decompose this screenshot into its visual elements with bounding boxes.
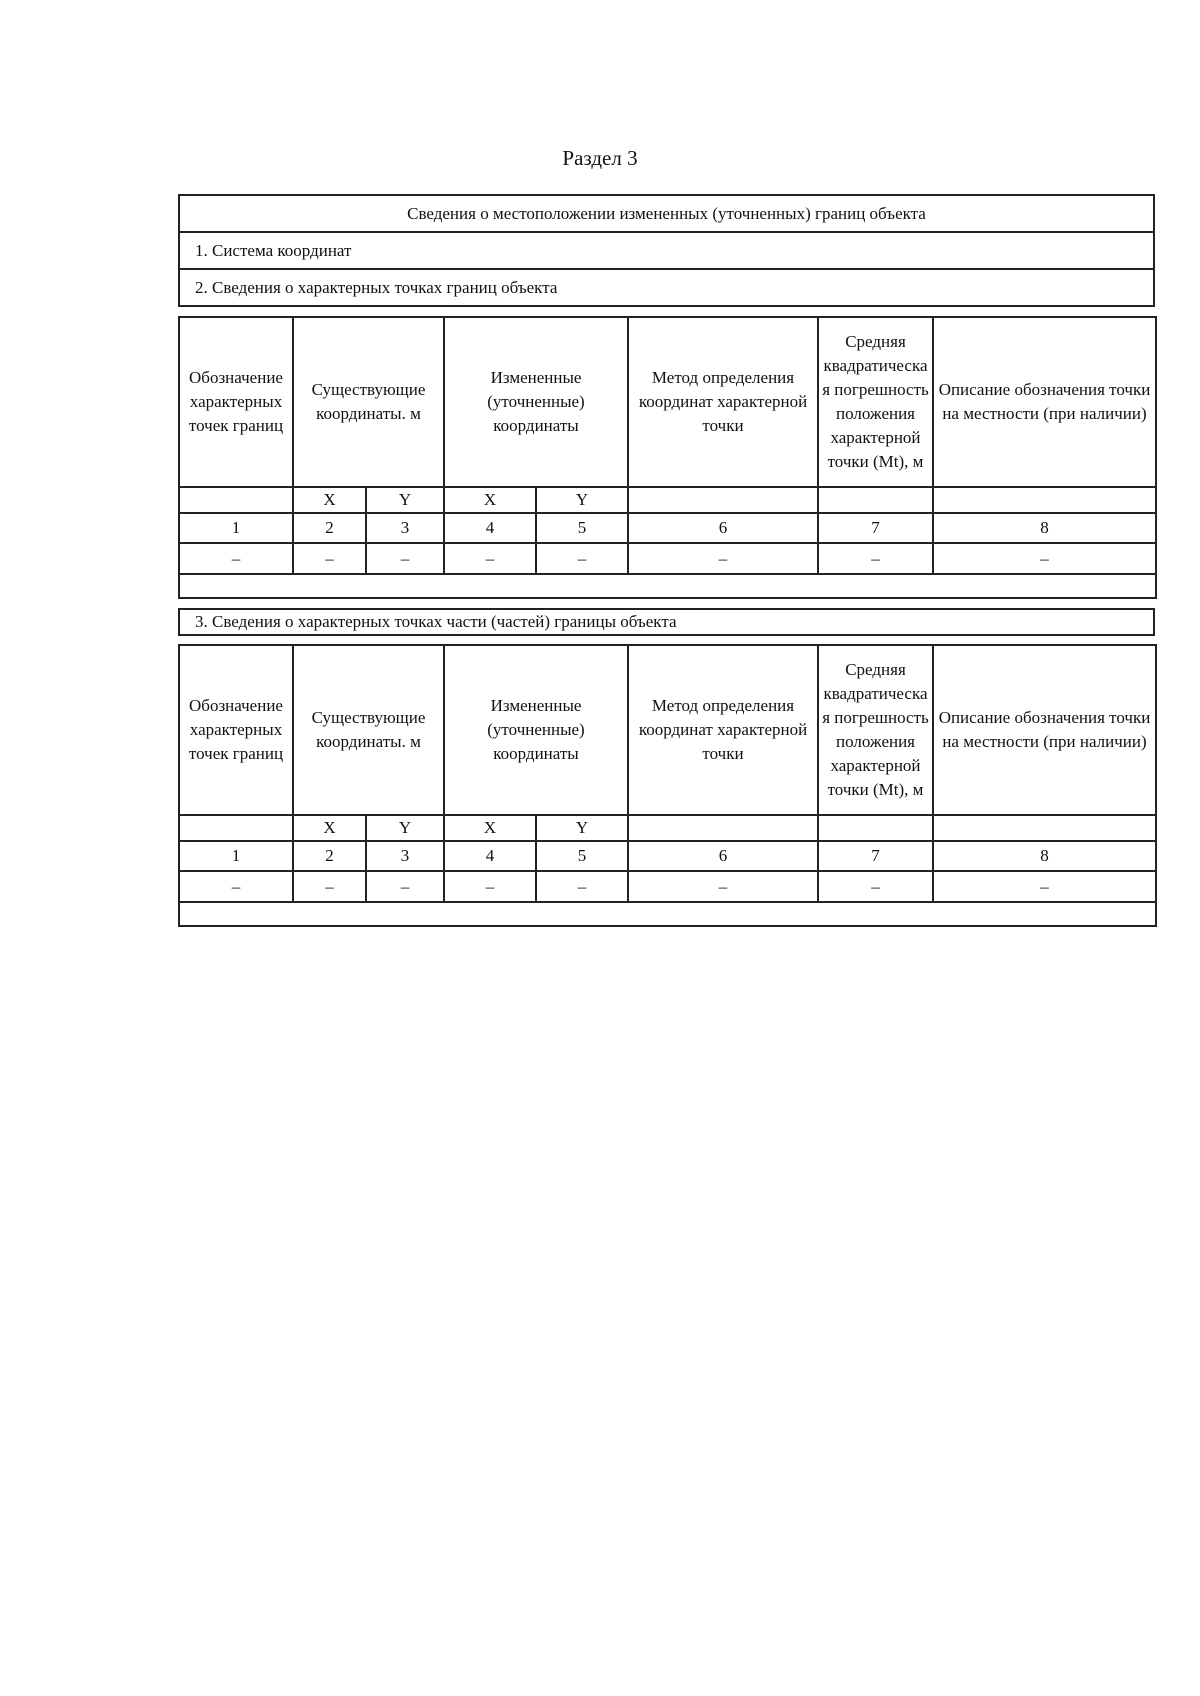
column-number: 2 — [293, 513, 366, 543]
info-table — [178, 194, 1155, 307]
axis-existing-x: X — [293, 487, 366, 513]
header-existing-coordinates: Существующие координаты. м — [293, 645, 444, 815]
column-number: 4 — [444, 841, 536, 871]
header-changed-coordinates: Измененные (уточненные) координаты — [444, 317, 628, 487]
info-table-block — [178, 194, 1155, 307]
column-number: 5 — [536, 513, 628, 543]
part-boundary-points-table-block — [178, 644, 1155, 927]
column-number: 1 — [179, 513, 293, 543]
axis-changed-x: X — [444, 487, 536, 513]
empty-cell — [179, 902, 1156, 926]
axis-changed-y: Y — [536, 487, 628, 513]
axis-empty — [628, 815, 818, 841]
column-number-row — [179, 513, 1156, 543]
page-title: Раздел 3 — [562, 146, 638, 170]
part-boundary-label-block — [178, 608, 1155, 636]
column-number: 6 — [628, 513, 818, 543]
header-method: Метод определения координат характерной точки — [628, 317, 818, 487]
dash-cell: – — [536, 543, 628, 574]
dash-cell: – — [818, 543, 933, 574]
column-number: 8 — [933, 513, 1156, 543]
dash-cell: – — [628, 871, 818, 902]
header-changed-coordinates: Измененные (уточненные) координаты — [444, 645, 628, 815]
column-number: 6 — [628, 841, 818, 871]
axis-changed-x: X — [444, 815, 536, 841]
axis-row — [179, 487, 1156, 513]
axis-row — [179, 815, 1156, 841]
axis-existing-y: Y — [366, 487, 444, 513]
dash-cell: – — [444, 871, 536, 902]
boundary-points-table — [178, 316, 1157, 599]
axis-empty — [179, 815, 293, 841]
axis-empty — [818, 487, 933, 513]
header-method: Метод определения координат характерной точки — [628, 645, 818, 815]
header-designation: Обозначение характерных точек границ — [179, 645, 293, 815]
column-number: 3 — [366, 513, 444, 543]
header-error: Средняя квадратическая погрешность положения характерной точки (Mt), м — [818, 645, 933, 815]
axis-empty — [933, 487, 1156, 513]
axis-empty — [818, 815, 933, 841]
dash-cell: – — [444, 543, 536, 574]
axis-changed-y: Y — [536, 815, 628, 841]
axis-empty — [628, 487, 818, 513]
header-error: Средняя квадратическая погрешность положения характерной точки (Mt), м — [818, 317, 933, 487]
info-item-row — [179, 232, 1154, 269]
axis-empty — [179, 487, 293, 513]
dash-cell: – — [933, 543, 1156, 574]
info-item-row — [179, 269, 1154, 306]
part-boundary-label: 3. Сведения о характерных точках части (частей) границы объекта — [179, 609, 1154, 635]
dash-cell: – — [293, 871, 366, 902]
column-number: 7 — [818, 841, 933, 871]
axis-existing-y: Y — [366, 815, 444, 841]
column-number: 7 — [818, 513, 933, 543]
dash-cell: – — [366, 871, 444, 902]
info-title: Сведения о местоположении измененных (уточненных) границ объекта — [179, 195, 1154, 232]
header-designation: Обозначение характерных точек границ — [179, 317, 293, 487]
part-boundary-points-table — [178, 644, 1157, 927]
column-number: 4 — [444, 513, 536, 543]
dash-cell: – — [628, 543, 818, 574]
axis-empty — [933, 815, 1156, 841]
header-row — [179, 645, 1156, 815]
empty-cell — [179, 574, 1156, 598]
dash-cell: – — [366, 543, 444, 574]
table-row — [179, 871, 1156, 902]
header-row — [179, 317, 1156, 487]
info-title-row — [179, 195, 1154, 232]
dash-cell: – — [293, 543, 366, 574]
header-description: Описание обозначения точки на местности (при наличии) — [933, 645, 1156, 815]
dash-cell: – — [933, 871, 1156, 902]
dash-cell: – — [179, 543, 293, 574]
separator-row — [179, 609, 1154, 635]
column-number: 2 — [293, 841, 366, 871]
boundary-points-label: 2. Сведения о характерных точках границ объекта — [179, 269, 1154, 306]
header-description: Описание обозначения точки на местности (при наличии) — [933, 317, 1156, 487]
column-number: 1 — [179, 841, 293, 871]
dash-cell: – — [818, 871, 933, 902]
boundary-points-table-block — [178, 316, 1155, 599]
empty-row — [179, 902, 1156, 926]
empty-row — [179, 574, 1156, 598]
column-number: 8 — [933, 841, 1156, 871]
column-number-row — [179, 841, 1156, 871]
column-number: 3 — [366, 841, 444, 871]
coordinate-system-label: 1. Система координат — [179, 232, 1154, 269]
table-row — [179, 543, 1156, 574]
column-number: 5 — [536, 841, 628, 871]
axis-existing-x: X — [293, 815, 366, 841]
dash-cell: – — [536, 871, 628, 902]
dash-cell: – — [179, 871, 293, 902]
part-boundary-label-table — [178, 608, 1155, 636]
header-existing-coordinates: Существующие координаты. м — [293, 317, 444, 487]
